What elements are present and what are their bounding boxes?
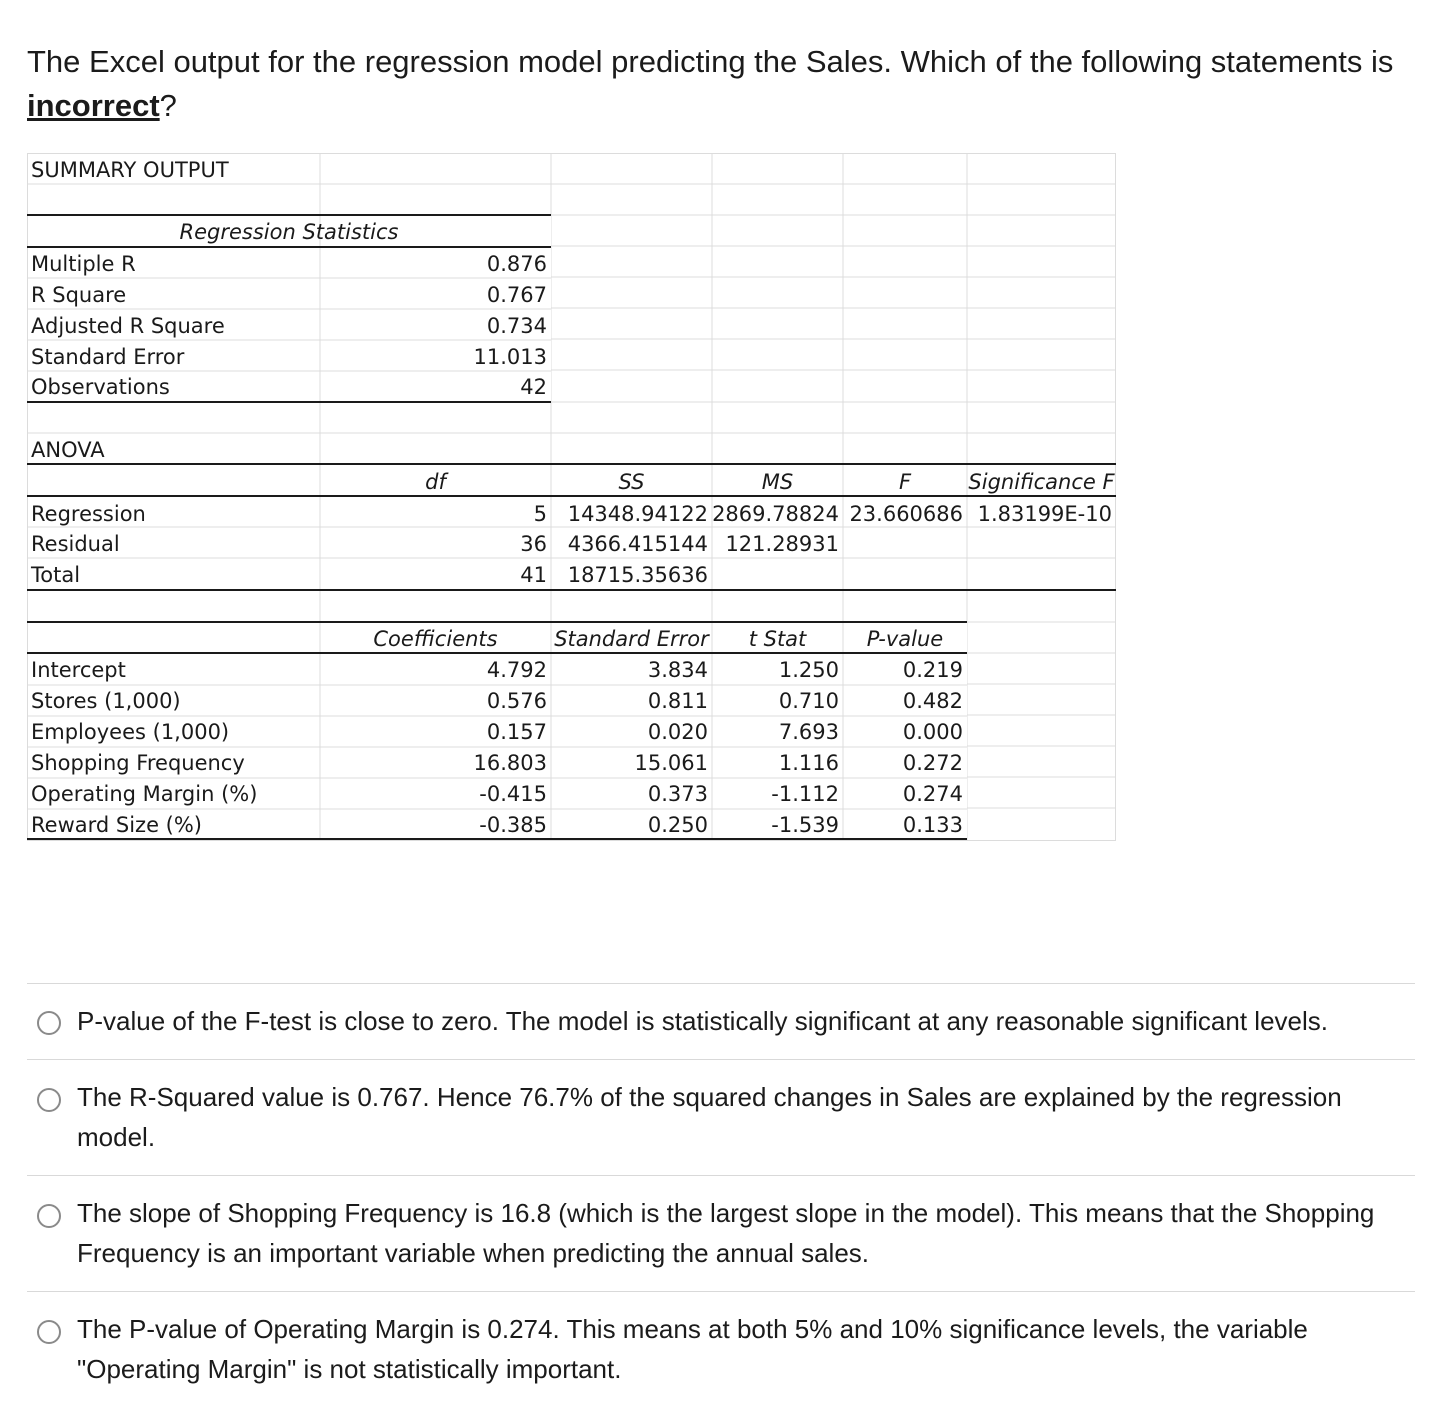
coef-p: 0.000 bbox=[902, 720, 963, 744]
answer-options bbox=[27, 983, 1415, 1407]
coef-se: 0.250 bbox=[647, 813, 708, 837]
question-body: The Excel output for the regression model predicting the Sales. Which of the following statements is bbox=[27, 44, 1394, 79]
radio-button[interactable] bbox=[37, 1320, 61, 1344]
anova-df: 36 bbox=[520, 532, 547, 556]
anova-header-sigf: Significance F bbox=[968, 470, 1115, 494]
coef-header-coefficients: Coefficients bbox=[373, 627, 498, 651]
question-emphasis: incorrect bbox=[27, 88, 160, 123]
stat-value: 0.876 bbox=[486, 252, 547, 276]
anova-row-label: Total bbox=[31, 563, 81, 587]
coef-se: 15.061 bbox=[634, 751, 708, 775]
coef-value: 0.157 bbox=[486, 720, 547, 744]
summary-title: SUMMARY OUTPUT bbox=[31, 158, 229, 182]
answer-option-text: The slope of Shopping Frequency is 16.8 (which is the largest slope in the model). This means that the Shopping Frequency is an important variable when predicting the annual sales. bbox=[77, 1198, 1375, 1268]
answer-option[interactable] bbox=[27, 1292, 1415, 1407]
coef-se: 0.811 bbox=[647, 689, 708, 713]
coef-se: 0.020 bbox=[647, 720, 708, 744]
coef-header-standard-error: Standard Error bbox=[554, 627, 709, 651]
anova-ms: 2869.78824 bbox=[712, 502, 839, 526]
anova-header-ms: MS bbox=[761, 470, 794, 494]
coef-row-label: Employees (1,000) bbox=[31, 720, 230, 744]
coef-value: 0.576 bbox=[486, 689, 547, 713]
anova-row-label: Residual bbox=[31, 532, 120, 556]
coef-se: 0.373 bbox=[647, 782, 708, 806]
radio-button[interactable] bbox=[37, 1088, 61, 1112]
coef-p: 0.274 bbox=[902, 782, 963, 806]
regression-statistics-header: Regression Statistics bbox=[179, 220, 399, 244]
coef-t: -1.112 bbox=[771, 782, 839, 806]
coef-header-p-value: P-value bbox=[866, 627, 944, 651]
coef-t: 7.693 bbox=[778, 720, 839, 744]
answer-option[interactable] bbox=[27, 984, 1415, 1059]
coef-t: 1.250 bbox=[778, 658, 839, 682]
anova-sigf: 1.83199E-10 bbox=[977, 502, 1112, 526]
coef-t: 0.710 bbox=[778, 689, 839, 713]
answer-option[interactable] bbox=[27, 1060, 1415, 1175]
radio-button[interactable] bbox=[37, 1011, 61, 1035]
anova-header-ss: SS bbox=[618, 470, 645, 494]
anova-ss: 18715.35636 bbox=[567, 563, 708, 587]
anova-header-df: df bbox=[425, 470, 446, 494]
stat-label: Observations bbox=[31, 375, 170, 399]
coef-row-label: Stores (1,000) bbox=[31, 689, 181, 713]
coef-p: 0.133 bbox=[902, 813, 963, 837]
anova-df: 5 bbox=[533, 502, 547, 526]
stat-value: 42 bbox=[520, 375, 547, 399]
coef-row-label: Shopping Frequency bbox=[31, 751, 245, 775]
coef-t: -1.539 bbox=[771, 813, 839, 837]
answer-option[interactable] bbox=[27, 1176, 1415, 1291]
answer-option-text: The R-Squared value is 0.767. Hence 76.7% of the squared changes in Sales are explained by the regression model. bbox=[77, 1082, 1342, 1152]
question-text bbox=[27, 40, 1417, 128]
stat-value: 0.734 bbox=[486, 314, 547, 338]
coef-value: 4.792 bbox=[486, 658, 547, 682]
anova-f: 23.660686 bbox=[849, 502, 963, 526]
anova-ms: 121.28931 bbox=[725, 532, 839, 556]
stat-label: Multiple R bbox=[31, 252, 136, 276]
anova-header-f: F bbox=[898, 470, 912, 494]
coef-se: 3.834 bbox=[647, 658, 708, 682]
coef-p: 0.272 bbox=[902, 751, 963, 775]
stat-label: R Square bbox=[31, 283, 127, 307]
stat-value: 0.767 bbox=[486, 283, 547, 307]
answer-option-text: P-value of the F-test is close to zero. The model is statistically significant at any reasonable significant levels. bbox=[77, 1006, 1328, 1036]
coef-p: 0.219 bbox=[902, 658, 963, 682]
coef-row-label: Operating Margin (%) bbox=[31, 782, 258, 806]
coef-value: -0.385 bbox=[479, 813, 547, 837]
radio-button[interactable] bbox=[37, 1204, 61, 1228]
question-suffix: ? bbox=[159, 88, 177, 123]
anova-ss: 4366.415144 bbox=[567, 532, 708, 556]
coef-t: 1.116 bbox=[778, 751, 839, 775]
stat-label: Adjusted R Square bbox=[31, 314, 225, 338]
anova-ss: 14348.94122 bbox=[567, 502, 708, 526]
anova-df: 41 bbox=[520, 563, 547, 587]
excel-output-image bbox=[27, 153, 1116, 841]
coef-row-label: Intercept bbox=[31, 658, 126, 682]
stat-label: Standard Error bbox=[31, 345, 185, 369]
stat-value: 11.013 bbox=[473, 345, 547, 369]
anova-row-label: Regression bbox=[31, 502, 146, 526]
coef-value: -0.415 bbox=[479, 782, 547, 806]
answer-option-text: The P-value of Operating Margin is 0.274. This means at both 5% and 10% significance levels, the variable "Operating Margin" is not statistically important. bbox=[77, 1314, 1308, 1384]
anova-title: ANOVA bbox=[31, 438, 105, 462]
coef-header-t-stat: t Stat bbox=[748, 627, 807, 651]
coef-p: 0.482 bbox=[902, 689, 963, 713]
coef-value: 16.803 bbox=[473, 751, 547, 775]
coef-row-label: Reward Size (%) bbox=[31, 813, 203, 837]
